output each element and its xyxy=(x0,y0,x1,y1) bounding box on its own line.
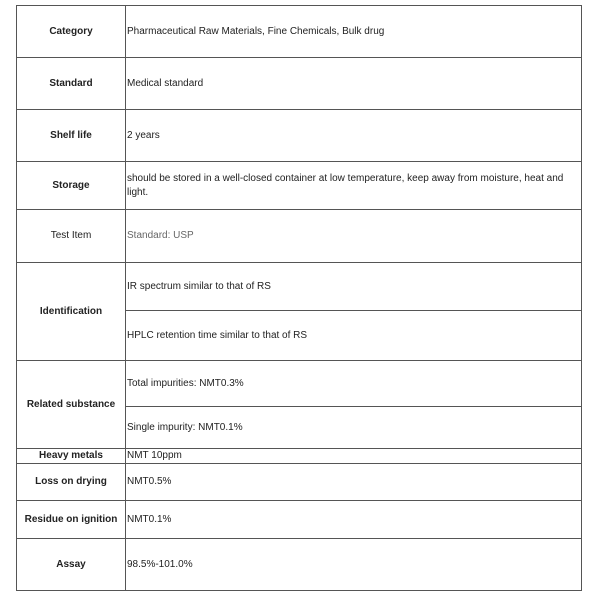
row-value: Standard: USP xyxy=(126,210,582,263)
table-row-identification xyxy=(17,263,582,311)
row-label: Related substance xyxy=(17,361,126,449)
row-value: NMT0.5% xyxy=(126,464,582,501)
row-label: Category xyxy=(17,6,126,58)
table-row-standard xyxy=(17,58,582,110)
row-value: Pharmaceutical Raw Materials, Fine Chemicals, Bulk drug xyxy=(126,6,582,58)
row-value: should be stored in a well-closed container at low temperature, keep away from moisture, heat and light. xyxy=(126,162,582,210)
row-value: Single impurity: NMT0.1% xyxy=(126,407,582,449)
row-label: Storage xyxy=(17,162,126,210)
row-value: 98.5%-101.0% xyxy=(126,539,582,591)
table-row-related-substance xyxy=(17,361,582,407)
table-row-residue-on-ignition xyxy=(17,501,582,539)
row-value: Total impurities: NMT0.3% xyxy=(126,361,582,407)
table-row-heavy-metals xyxy=(17,449,582,464)
table-row-test-item xyxy=(17,210,582,263)
row-value: NMT 10ppm xyxy=(126,449,582,464)
table-row-assay xyxy=(17,539,582,591)
row-label: Residue on ignition xyxy=(17,501,126,539)
row-label: Identification xyxy=(17,263,126,361)
row-value: IR spectrum similar to that of RS xyxy=(126,263,582,311)
specification-table xyxy=(16,5,582,591)
row-value: 2 years xyxy=(126,110,582,162)
row-label: Test Item xyxy=(17,210,126,263)
row-label: Shelf life xyxy=(17,110,126,162)
table-row-category xyxy=(17,6,582,58)
table-row-storage xyxy=(17,162,582,210)
row-label: Standard xyxy=(17,58,126,110)
table-row-shelf-life xyxy=(17,110,582,162)
row-value: Medical standard xyxy=(126,58,582,110)
row-value: NMT0.1% xyxy=(126,501,582,539)
row-value: HPLC retention time similar to that of RS xyxy=(126,311,582,361)
row-label: Heavy metals xyxy=(17,449,126,464)
row-label: Loss on drying xyxy=(17,464,126,501)
table-row-loss-on-drying xyxy=(17,464,582,501)
row-label: Assay xyxy=(17,539,126,591)
